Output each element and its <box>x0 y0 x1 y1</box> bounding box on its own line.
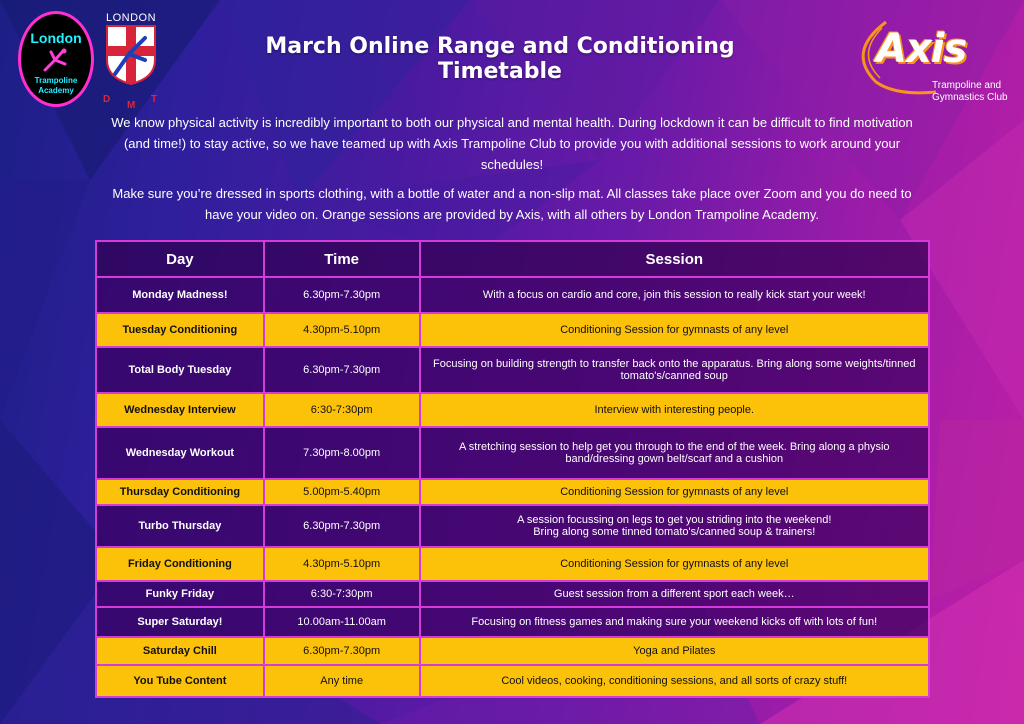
cell-time: 7.30pm-8.00pm <box>264 427 420 479</box>
cell-day: Monday Madness! <box>96 277 264 313</box>
table-row <box>96 479 929 505</box>
table-row <box>96 427 929 479</box>
intro-paragraph-1: We know physical activity is incredibly important to both our physical and mental health. During lockdown it can be difficult to find motivation (and time!) to stay active, so we have teamed up with Axis Trampoline Club to provide you with additional sessions to work around your schedules! <box>111 115 913 172</box>
axis-logo-word: Axis <box>876 26 967 72</box>
intro-paragraph-2: Make sure you’re dressed in sports clothing, with a bottle of water and a non-slip mat. All classes take place over Zoom and you do need to have your video on. Orange sessions are provided by Axis, with all others by London Trampoline Academy. <box>112 186 912 222</box>
axis-sub-line1: Trampoline and <box>932 80 1002 91</box>
table-row <box>96 393 929 427</box>
table-row <box>96 637 929 665</box>
column-header-session: Session <box>420 241 929 277</box>
cell-day: Super Saturday! <box>96 607 264 637</box>
cell-time: 6:30-7:30pm <box>264 393 420 427</box>
logo-lta-line3: Academy <box>38 86 74 95</box>
table-row <box>96 581 929 607</box>
cell-time: 6.30pm-7.30pm <box>264 505 420 547</box>
cell-time: 4.30pm-5.10pm <box>264 547 420 581</box>
axis-logo-sub <box>932 80 1008 104</box>
timetable <box>95 240 930 698</box>
cell-session: Conditioning Session for gymnasts of any level <box>420 313 929 347</box>
table-row <box>96 313 929 347</box>
table-row <box>96 607 929 637</box>
table-row <box>96 505 929 547</box>
cell-day: Friday Conditioning <box>96 547 264 581</box>
cell-time: 6.30pm-7.30pm <box>264 277 420 313</box>
axis-club-logo <box>846 12 1016 108</box>
cell-time: 10.00am-11.00am <box>264 607 420 637</box>
cell-time: 4.30pm-5.10pm <box>264 313 420 347</box>
cell-day: Saturday Chill <box>96 637 264 665</box>
cell-session: Conditioning Session for gymnasts of any level <box>420 479 929 505</box>
cell-time: 6:30-7:30pm <box>264 581 420 607</box>
dmt-logo-title: LONDON <box>105 12 157 24</box>
cell-day: Thursday Conditioning <box>96 479 264 505</box>
cell-session: A session focussing on legs to get you striding into the weekend! Bring along some tinned tomato's/canned soup & trainers! <box>420 505 929 547</box>
shield-icon <box>101 24 161 86</box>
page-title: March Online Range and Conditioning Timetable <box>265 34 735 84</box>
cell-day: Funky Friday <box>96 581 264 607</box>
cell-session: Interview with interesting people. <box>420 393 929 427</box>
timetable-body <box>96 277 929 697</box>
logo-lta-line2: Trampoline <box>34 76 78 85</box>
cell-day: You Tube Content <box>96 665 264 697</box>
cell-day: Total Body Tuesday <box>96 347 264 393</box>
cell-session: With a focus on cardio and core, join this session to really kick start your week! <box>420 277 929 313</box>
table-row <box>96 547 929 581</box>
logo-lta-line1: London <box>30 30 82 46</box>
cell-session: Cool videos, cooking, conditioning sessions, and all sorts of crazy stuff! <box>420 665 929 697</box>
cell-session: Focusing on building strength to transfer back onto the apparatus. Bring along some weights/tinned tomato's/canned soup <box>420 347 929 393</box>
axis-sub-line2: Gymnastics Club <box>932 92 1008 103</box>
cell-session: Guest session from a different sport each week… <box>420 581 929 607</box>
cell-session: Focusing on fitness games and making sure your weekend kicks off with lots of fun! <box>420 607 929 637</box>
table-row <box>96 347 929 393</box>
dmt-letter-m: M <box>127 100 136 111</box>
cell-time: Any time <box>264 665 420 697</box>
cell-session: A stretching session to help get you through to the end of the week. Bring along a physio band/dressing gown belt/scarf and a cushion <box>420 427 929 479</box>
cell-day: Wednesday Workout <box>96 427 264 479</box>
cell-session: Conditioning Session for gymnasts of any level <box>420 547 929 581</box>
cell-time: 6.30pm-7.30pm <box>264 347 420 393</box>
dmt-letter-d: D <box>103 94 111 105</box>
london-dmt-logo <box>101 12 161 112</box>
trampolinist-icon <box>41 48 71 74</box>
timetable-header-row <box>96 241 929 277</box>
dmt-letter-t: T <box>151 94 158 105</box>
cell-session: Yoga and Pilates <box>420 637 929 665</box>
column-header-day: Day <box>96 241 264 277</box>
cell-day: Tuesday Conditioning <box>96 313 264 347</box>
column-header-time: Time <box>264 241 420 277</box>
table-row <box>96 665 929 697</box>
cell-time: 5.00pm-5.40pm <box>264 479 420 505</box>
cell-time: 6.30pm-7.30pm <box>264 637 420 665</box>
table-row <box>96 277 929 313</box>
london-trampoline-academy-logo <box>18 11 94 107</box>
cell-day: Turbo Thursday <box>96 505 264 547</box>
cell-day: Wednesday Interview <box>96 393 264 427</box>
